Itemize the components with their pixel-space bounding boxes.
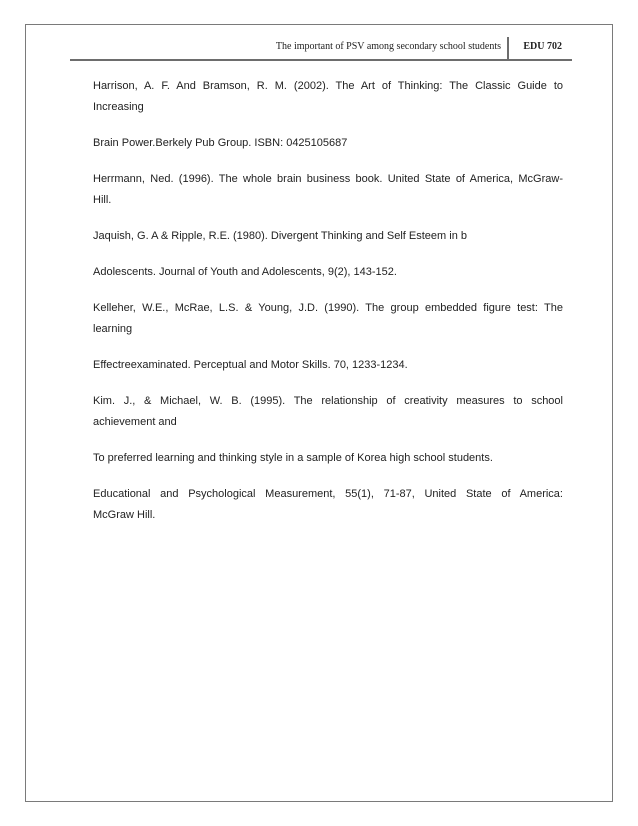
reference-line: Effectreexaminated. Perceptual and Motor Skills. 70, 1233-1234.: [93, 359, 408, 371]
reference-line: Increasing: [93, 101, 144, 113]
header-divider: [507, 37, 509, 61]
reference-line: Kim. J., & Michael, W. B. (1995). The relationship of creativity measures to school: [93, 395, 563, 407]
reference-line: Adolescents. Journal of Youth and Adolescents, 9(2), 143-152.: [93, 266, 397, 278]
reference-entry: [93, 76, 563, 118]
reference-line: Harrison, A. F. And Bramson, R. M. (2002). The Art of Thinking: The Classic Guide to: [93, 80, 563, 92]
reference-line: learning: [93, 323, 133, 335]
reference-line: Brain Power.Berkely Pub Group. ISBN: 0425105687: [93, 137, 348, 149]
reference-entry: [93, 262, 563, 283]
reference-line: Educational and Psychological Measurement, 55(1), 71-87, United State of America:: [93, 488, 563, 500]
course-code: EDU 702: [523, 41, 562, 52]
reference-line: Hill.: [93, 194, 112, 206]
reference-line: achievement and: [93, 416, 177, 428]
reference-line: To preferred learning and thinking style in a sample of Korea high school students.: [93, 452, 493, 464]
reference-entry: [93, 391, 563, 433]
reference-line: Kelleher, W.E., McRae, L.S. & Young, J.D. (1990). The group embedded figure test: The: [93, 302, 563, 314]
reference-line: Herrmann, Ned. (1996). The whole brain business book. United State of America, McGraw-: [93, 173, 563, 185]
header-title: The important of PSV among secondary school students: [275, 41, 501, 52]
reference-entry: [93, 133, 563, 154]
reference-line: Jaquish, G. A & Ripple, R.E. (1980). Divergent Thinking and Self Esteem in b: [93, 230, 467, 242]
running-header: [70, 37, 572, 61]
reference-entry: [93, 448, 563, 469]
reference-line: McGraw Hill.: [93, 509, 156, 521]
reference-entry: [93, 484, 563, 526]
reference-entry: [93, 355, 563, 376]
reference-entry: [93, 226, 563, 247]
reference-entry: [93, 298, 563, 340]
reference-list: [93, 76, 563, 526]
reference-entry: [93, 169, 563, 211]
